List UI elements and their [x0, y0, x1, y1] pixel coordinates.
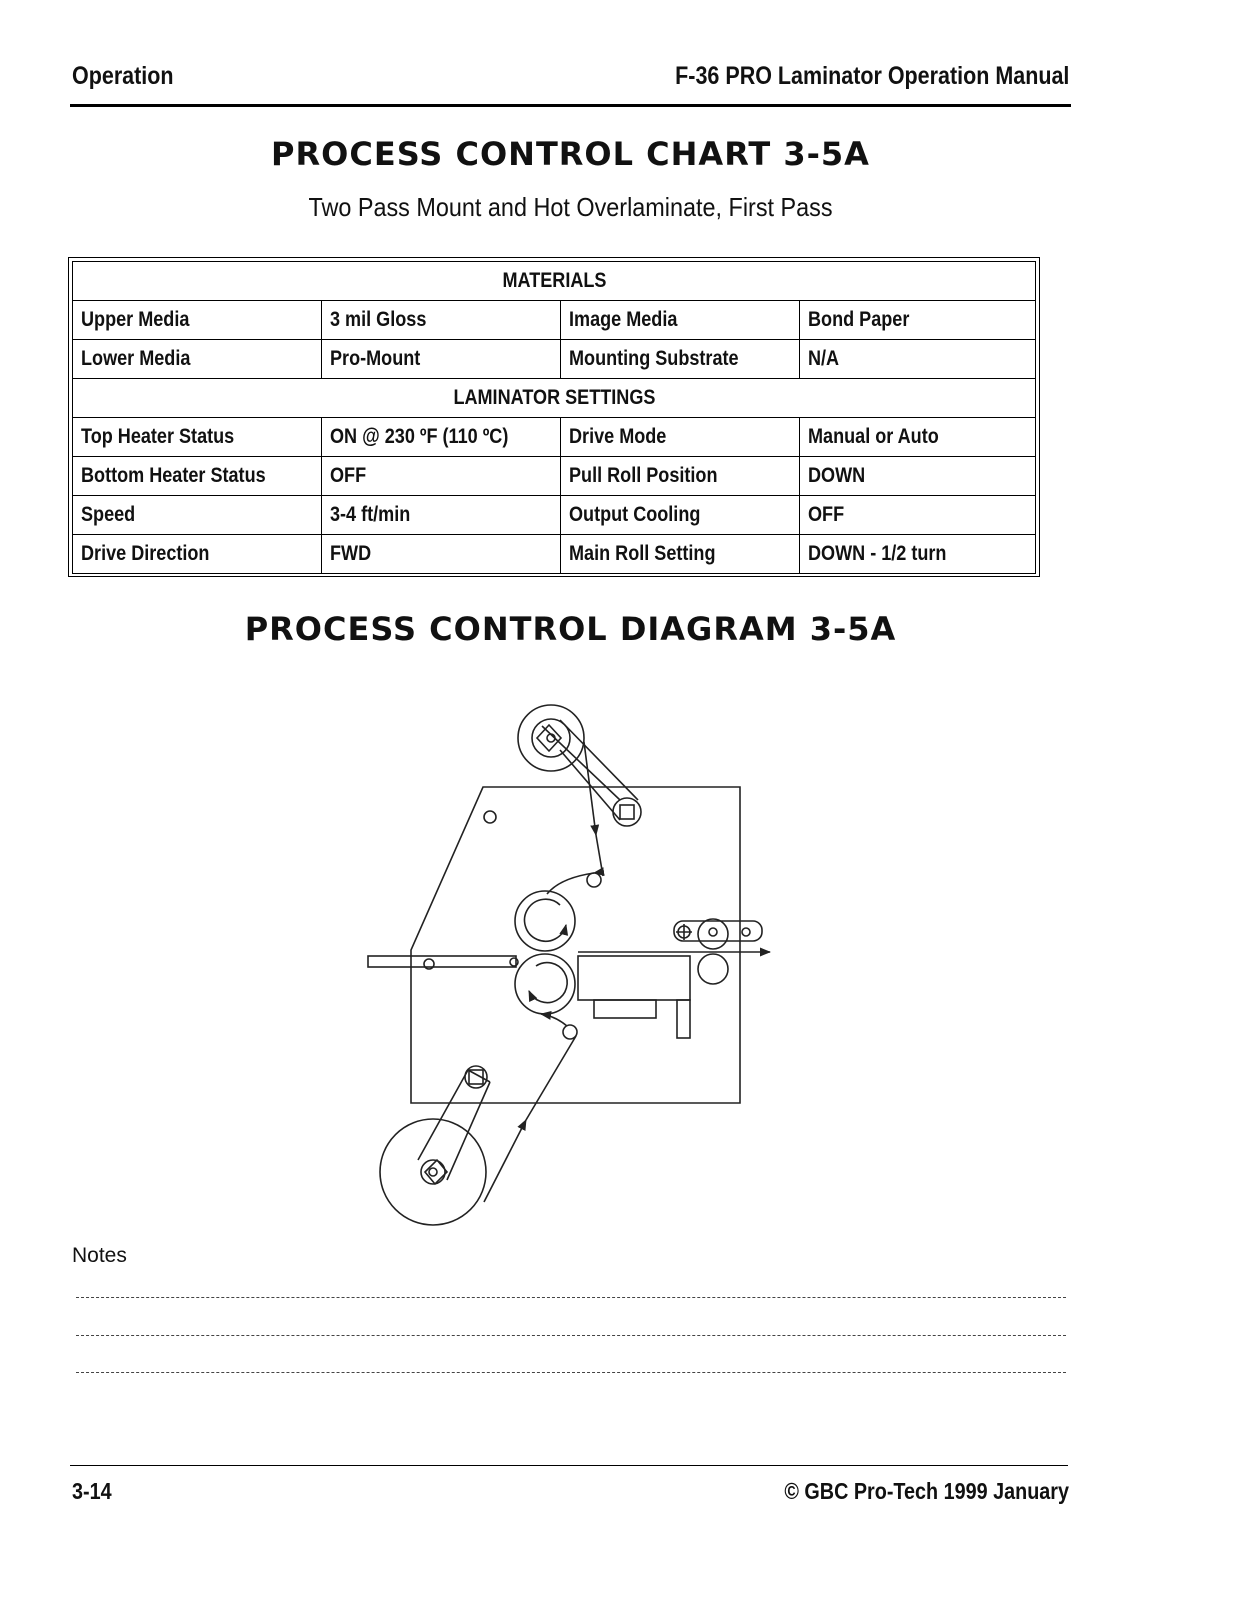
table-cell: Bond Paper: [800, 301, 1036, 340]
materials-heading-row: [73, 262, 1036, 301]
table-cell: Upper Media: [73, 301, 322, 340]
table-row: [73, 496, 1036, 535]
laminator-webbing-diagram: [360, 695, 780, 1235]
table-cell: FWD: [322, 535, 561, 574]
upper-supply-roll: [518, 705, 641, 826]
table-row: [73, 340, 1036, 379]
feed-table: [368, 956, 518, 969]
table-cell: 3-4 ft/min: [322, 496, 561, 535]
diagram-title: PROCESS CONTROL DIAGRAM 3-5A: [244, 610, 897, 648]
lower-main-roll: [515, 954, 575, 1014]
table-cell: OFF: [800, 496, 1036, 535]
table-row: [73, 301, 1036, 340]
footer-divider: [70, 1465, 1068, 1466]
table-cell: Output Cooling: [561, 496, 800, 535]
materials-heading: MATERIALS: [73, 262, 1036, 301]
table-cell: Drive Mode: [561, 418, 800, 457]
process-control-table: [68, 257, 1040, 577]
table-cell: OFF: [322, 457, 561, 496]
table-cell: DOWN: [800, 457, 1036, 496]
upper-idler: [587, 873, 601, 887]
table-cell: Speed: [73, 496, 322, 535]
note-line: [76, 1297, 1066, 1298]
note-line: [76, 1372, 1066, 1373]
table-row: [73, 457, 1036, 496]
frame-hole: [484, 811, 496, 823]
table-cell: Mounting Substrate: [561, 340, 800, 379]
table-cell: Manual or Auto: [800, 418, 1036, 457]
header-divider: [70, 104, 1071, 107]
upper-main-roll: [515, 891, 575, 951]
table-cell: ON @ 230 ºF (110 ºC): [322, 418, 561, 457]
settings-heading-row: [73, 379, 1036, 418]
table-cell: Top Heater Status: [73, 418, 322, 457]
table-row: [73, 535, 1036, 574]
machine-frame: [411, 787, 740, 1103]
notes-label: Notes: [72, 1244, 127, 1267]
chart-title: PROCESS CONTROL CHART 3-5A: [271, 135, 870, 173]
header-manual-title: F-36 PRO Laminator Operation Manual: [674, 62, 1069, 90]
table-cell: N/A: [800, 340, 1036, 379]
table-cell: 3 mil Gloss: [322, 301, 561, 340]
header-section: Operation: [72, 62, 174, 90]
table-cell: DOWN - 1/2 turn: [800, 535, 1036, 574]
table-row: [73, 418, 1036, 457]
table-cell: Bottom Heater Status: [73, 457, 322, 496]
table-cell: Drive Direction: [73, 535, 322, 574]
settings-heading: LAMINATOR SETTINGS: [73, 379, 1036, 418]
copyright: © GBC Pro-Tech 1999 January: [784, 1478, 1069, 1504]
note-line: [76, 1335, 1066, 1336]
chart-subtitle: Two Pass Mount and Hot Overlaminate, First Pass: [308, 192, 833, 222]
lower-supply-roll: [380, 1066, 490, 1225]
table-cell: Pull Roll Position: [561, 457, 800, 496]
table-cell: Main Roll Setting: [561, 535, 800, 574]
table-cell: Pro-Mount: [322, 340, 561, 379]
table-cell: Image Media: [561, 301, 800, 340]
table-cell: Lower Media: [73, 340, 322, 379]
page-number: 3-14: [72, 1478, 112, 1504]
lower-web-path: [541, 1014, 567, 1026]
heater-assembly: [578, 956, 690, 1038]
